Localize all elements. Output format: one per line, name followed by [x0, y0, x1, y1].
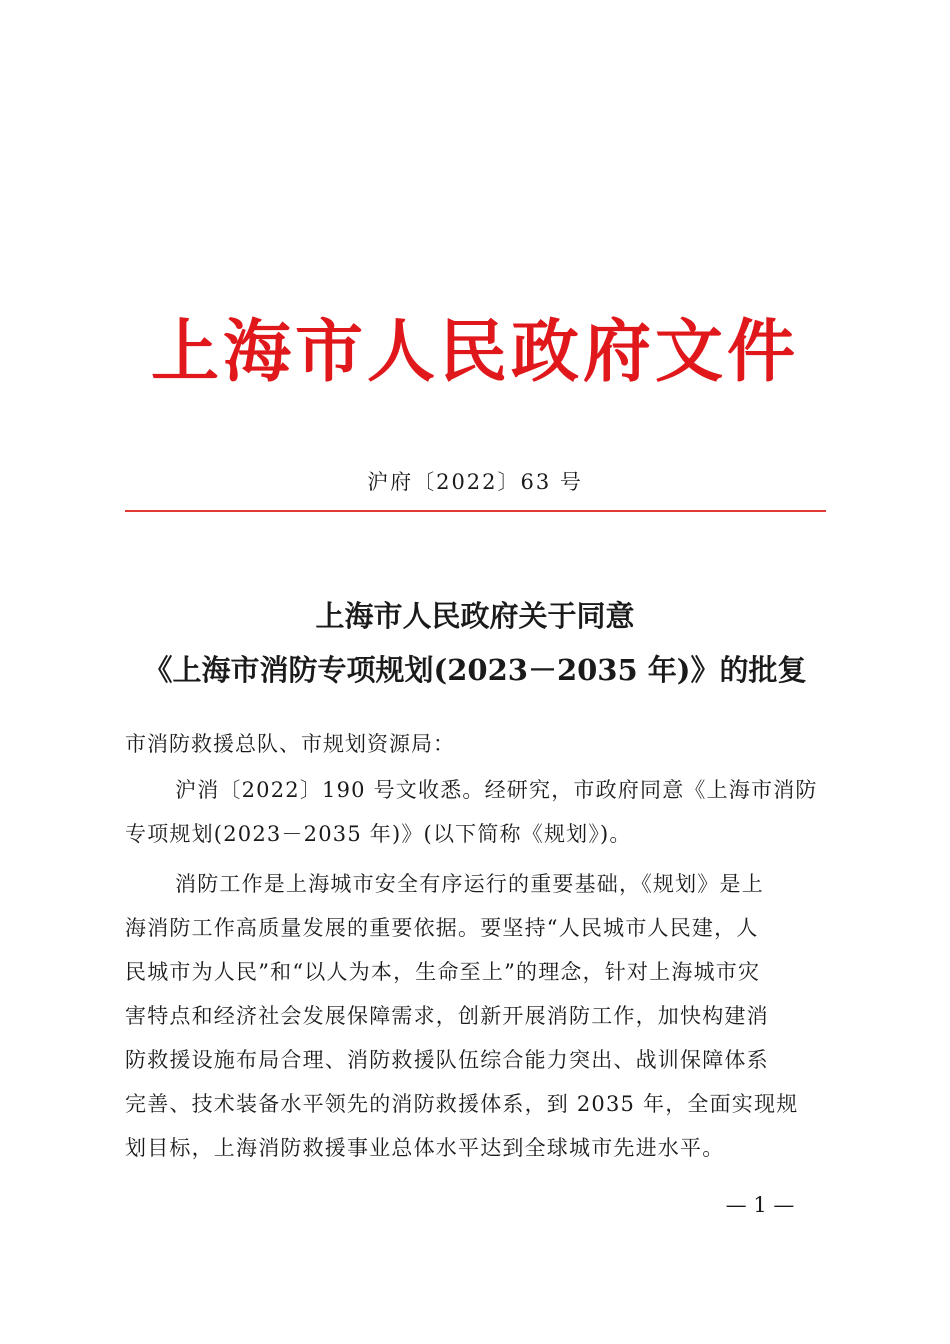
paragraph-1-line-2: 专项规划(2023－2035 年)》(以下简称《规划》)。 [125, 822, 632, 846]
paragraph-2-line-6: 完善、技术装备水平领先的消防救援体系，到 2035 年，全面实现规 [125, 1092, 799, 1116]
paragraph-2-line-3: 民城市为人民”和“以人为本，生命至上”的理念，针对上海城市灾 [125, 960, 761, 984]
paragraph-2-line-2: 海消防工作高质量发展的重要依据。要坚持“人民城市人民建，人 [125, 916, 759, 940]
paragraph-1-line-1: 沪消〔2022〕190 号文收悉。经研究，市政府同意《上海市消防 [175, 778, 818, 802]
paragraph-2-line-1: 消防工作是上海城市安全有序运行的重要基础，《规划》是上 [175, 872, 764, 896]
salutation: 市消防救援总队、市规划资源局： [125, 732, 455, 756]
red-separator-line [125, 510, 826, 512]
document-number: 沪府〔2022〕63 号 [367, 470, 583, 494]
document-title-line-2: 《上海市消防专项规划(2023－2035 年)》的批复 [143, 653, 807, 687]
paragraph-2-line-7: 划目标，上海消防救援事业总体水平达到全球城市先进水平。 [125, 1136, 725, 1160]
document-title-line-1: 上海市人民政府关于同意 [315, 599, 635, 633]
document-masthead: 上海市人民政府文件 [150, 312, 799, 392]
page-number: — 1 — [725, 1193, 795, 1217]
paragraph-2-line-4: 害特点和经济社会发展保障需求，创新开展消防工作，加快构建消 [125, 1004, 769, 1028]
paragraph-2-line-5: 防救援设施布局合理、消防救援队伍综合能力突出、战训保障体系 [125, 1048, 769, 1072]
